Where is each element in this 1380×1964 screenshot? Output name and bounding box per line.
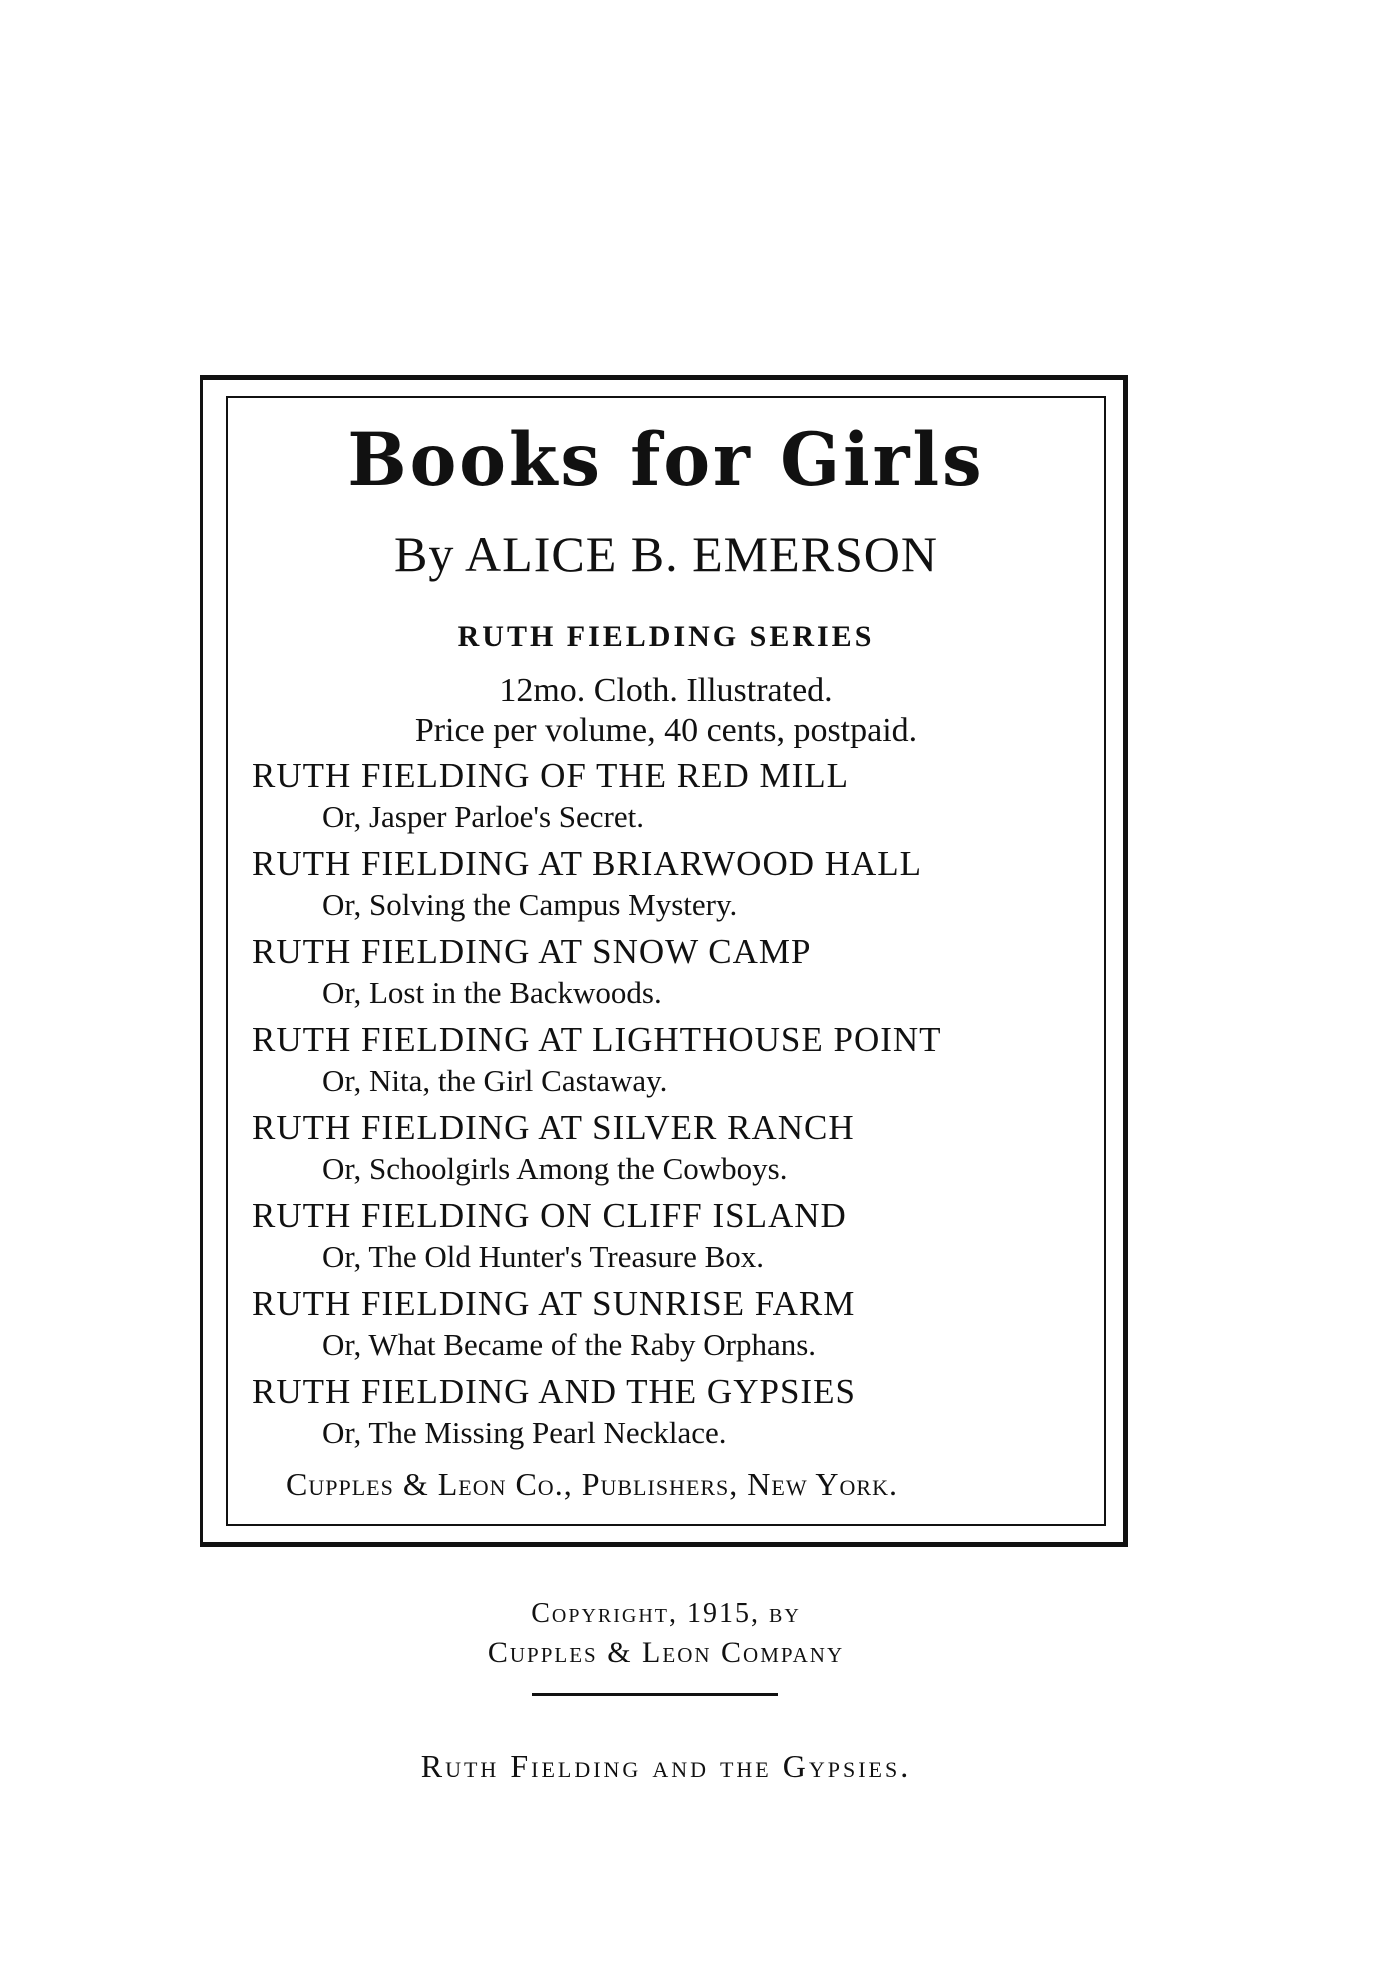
list-item <box>252 1282 1092 1364</box>
book-subtitle: Or, The Old Hunter's Treasure Box. <box>322 1239 765 1274</box>
publisher-line: Cupples & Leon Co., Publishers, New York. <box>286 1466 898 1502</box>
book-title: RUTH FIELDING AT LIGHTHOUSE POINT <box>252 1020 942 1059</box>
list-item <box>252 842 1092 924</box>
list-item <box>252 754 1092 836</box>
book-subtitle: Or, Schoolgirls Among the Cowboys. <box>322 1151 788 1186</box>
book-title: RUTH FIELDING AT SUNRISE FARM <box>252 1284 856 1323</box>
list-item <box>252 1194 1092 1276</box>
book-subtitle: Or, The Missing Pearl Necklace. <box>322 1415 727 1450</box>
book-title: RUTH FIELDING AT SNOW CAMP <box>252 932 812 971</box>
book-title: RUTH FIELDING AT BRIARWOOD HALL <box>252 844 923 883</box>
book-subtitle: Or, Solving the Campus Mystery. <box>322 887 738 922</box>
book-subtitle: Or, Nita, the Girl Castaway. <box>322 1063 668 1098</box>
author-line: By ALICE B. EMERSON <box>393 526 939 582</box>
book-title: RUTH FIELDING OF THE RED MILL <box>252 756 850 795</box>
book-title: RUTH FIELDING AND THE GYPSIES <box>252 1372 856 1411</box>
book-subtitle: Or, Jasper Parloe's Secret. <box>322 799 644 834</box>
book-title: RUTH FIELDING ON CLIFF ISLAND <box>252 1196 847 1235</box>
price-line: Price per volume, 40 cents, postpaid. <box>414 712 918 749</box>
list-item <box>252 1106 1092 1188</box>
series-title: RUTH FIELDING SERIES <box>457 620 875 653</box>
book-subtitle: Or, What Became of the Raby Orphans. <box>322 1327 817 1362</box>
book-subtitle: Or, Lost in the Backwoods. <box>322 975 662 1010</box>
list-item <box>252 1370 1092 1452</box>
divider-rule <box>532 1693 778 1696</box>
book-list <box>252 754 1092 1458</box>
format-line: 12mo. Cloth. Illustrated. <box>499 672 833 709</box>
heading: Books for Girls <box>347 415 985 504</box>
list-item <box>252 1018 1092 1100</box>
book-title-footer: Ruth Fielding and the Gypsies. <box>420 1748 912 1784</box>
copyright-holder: Cupples & Leon Company <box>487 1636 845 1669</box>
copyright-line: Copyright, 1915, by <box>531 1598 801 1629</box>
list-item <box>252 930 1092 1012</box>
book-title: RUTH FIELDING AT SILVER RANCH <box>252 1108 855 1147</box>
